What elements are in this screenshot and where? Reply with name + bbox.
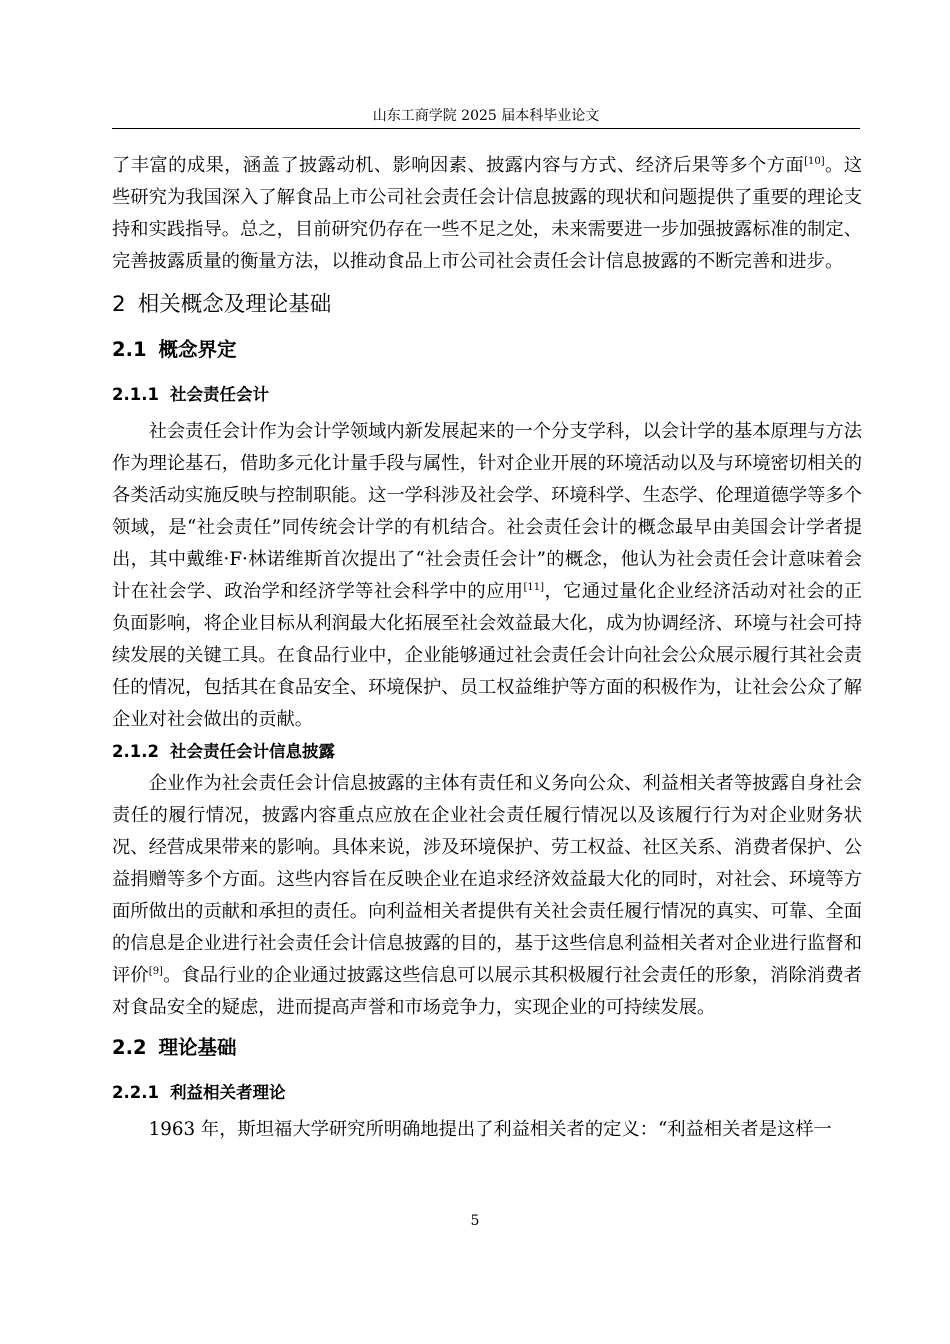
subsection-heading	[112, 736, 862, 768]
header-rule	[112, 128, 860, 129]
chapter-heading	[112, 284, 862, 326]
citation-ref: [11]	[523, 582, 545, 593]
subsection-title: 社会责任会计信息披露	[169, 742, 335, 761]
subsection-number: 2.1.2	[112, 742, 159, 761]
intro-paragraph	[112, 150, 862, 278]
subsection-number: 2.2.1	[112, 1083, 159, 1102]
section-title: 概念界定	[158, 338, 237, 361]
intro-text-continued: 。这些研究为我国深入了解食品上市公司社会责任会计信息披露的现状和问题提供了重要的理论支持和实践指导。总之，目前研究仍存在一些不足之处，未来需要进一步加强披露标准的制定、完善披露质量的衡量方法，以推动食品上市公司社会责任会计信息披露的不断完善和进步。	[112, 155, 863, 272]
citation-ref: [10]	[804, 156, 825, 167]
citation-ref: [9]	[148, 966, 163, 977]
body-paragraph	[112, 416, 862, 736]
subsection-title: 社会责任会计	[169, 385, 269, 404]
paragraph-text: 1963 年，斯坦福大学研究所明确地提出了利益相关者的定义：“利益相关者是这样一	[148, 1119, 832, 1140]
running-header: 山东工商学院 2025 届本科毕业论文	[372, 108, 600, 124]
paragraph-text-continued: 。食品行业的企业通过披露这些信息可以展示其积极履行社会责任的形象，消除消费者对食品安全的疑虑，进而提高声誉和市场竞争力，实现企业的可持续发展。	[112, 965, 863, 1018]
intro-text: 了丰富的成果，涵盖了披露动机、影响因素、披露内容与方式、经济后果等多个方面	[112, 155, 805, 176]
page-number: 5	[470, 1213, 480, 1229]
body-paragraph	[112, 768, 862, 1024]
section-title: 理论基础	[158, 1036, 237, 1059]
subsection-number: 2.1.1	[112, 385, 159, 404]
chapter-number: 2	[112, 292, 126, 317]
section-heading	[112, 326, 862, 374]
paragraph-text: 社会责任会计作为会计学领域内新发展起来的一个分支学科，以会计学的基本原理与方法作为理论基石，借助多元化计量手段与属性，针对企业开展的环境活动以及与环境密切相关的各类活动实施反映与控制职能。这一学科涉及社会学、环境科学、生态学、伦理道德学等多个领域，是“社会责任”同传统会计学的有机结合。社会责任会计的概念最早由美国会计学者提出，其中戴维·F·林诺维斯首次提出了“社会责任会计”的概念，他认为社会责任会计意味着会计在社会学、政治学和经济学等社会科学中的应用	[112, 421, 862, 602]
chapter-title: 相关概念及理论基础	[137, 292, 332, 317]
subsection-heading	[112, 374, 862, 416]
paragraph-text: 企业作为社会责任会计信息披露的主体有责任和义务向公众、利益相关者等披露自身社会责任的履行情况，披露内容重点应放在企业社会责任履行情况以及该履行行为对企业财务状况、经营成果带来的影响。具体来说，涉及环境保护、劳工权益、社区关系、消费者保护、公益捐赠等多个方面。这些内容旨在反映企业在追求经济效益最大化的同时，对社会、环境等方面所做出的贡献和承担的责任。向利益相关者提供有关社会责任履行情况的真实、可靠、全面的信息是企业进行社会责任会计信息披露的目的，基于这些信息利益相关者对企业进行监督和评价	[112, 773, 862, 986]
subsection-heading	[112, 1072, 862, 1114]
subsection-title: 利益相关者理论	[169, 1083, 286, 1102]
section-number: 2.2	[112, 1036, 147, 1059]
page-body	[112, 150, 862, 1146]
paragraph-text-continued: ，它通过量化企业经济活动对社会的正负面影响，将企业目标从利润最大化拓展至社会效益最大化，成为协调经济、环境与社会可持续发展的关键工具。在食品行业中，企业能够通过社会责任会计向社会公众展示履行其社会责任的情况，包括其在食品安全、环境保护、员工权益维护等方面的积极作为，让社会公众了解企业对社会做出的贡献。	[112, 581, 863, 730]
section-number: 2.1	[112, 338, 147, 361]
section-heading	[112, 1024, 862, 1072]
body-paragraph	[112, 1114, 862, 1146]
